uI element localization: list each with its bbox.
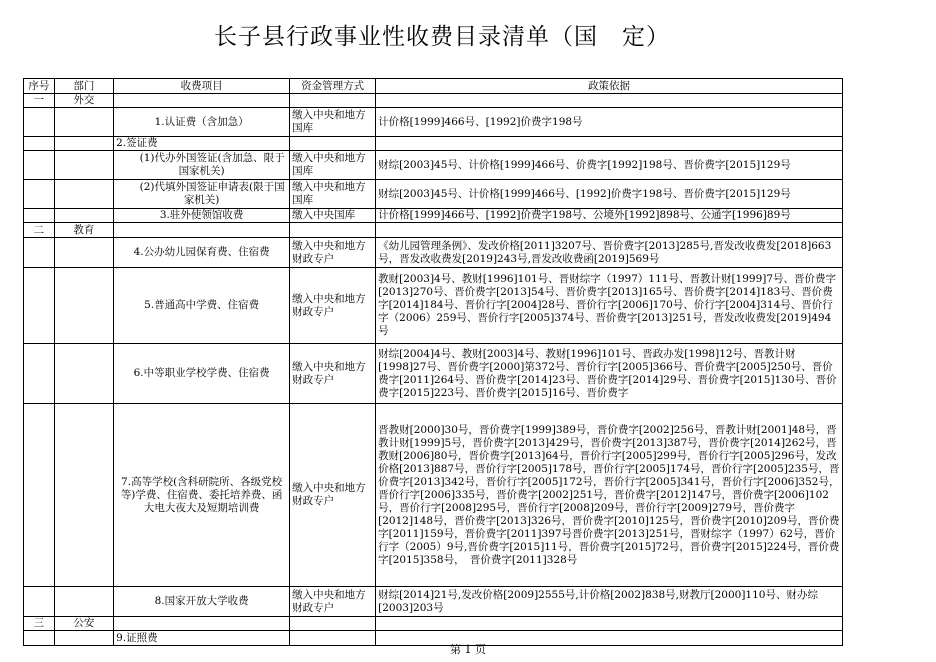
row-item: (2)代填外国签证申请表(限于国家机关) [114, 180, 290, 209]
row-dept [54, 268, 113, 344]
row-fund: 缴入中央和地方国库 [290, 180, 376, 209]
row-basis [376, 223, 843, 238]
row-basis: 计价格[1999]466号、[1992]价费字198号 [376, 108, 843, 137]
table-row [24, 108, 843, 137]
row-dept: 外交 [54, 94, 113, 108]
row-seq: 三 [24, 617, 55, 631]
table-body [24, 94, 843, 646]
row-item: 9.证照费 [114, 631, 290, 646]
page-number: 第 1 页 [450, 643, 486, 656]
table-row [24, 209, 843, 223]
table-row [24, 238, 843, 268]
row-item: 5.普通高中学费、住宿费 [114, 268, 290, 344]
row-basis: 财综[2004]4号、教财[2003]4号、教财[1996]101号、晋政办发[1998]12号、晋教计财[1998]27号、晋价费字[2000]第372号、晋价行字[2005]366号、晋价费字[2005]250号、晋价费字[2011]264号、晋价费字[2014]23号、晋价费字[2014]29号、晋价费字[2015]130号、晋价费字[2015]223号、晋价费字[2015]16号、晋价费字 [376, 344, 843, 404]
row-dept: 公安 [54, 617, 113, 631]
row-basis: 财综[2014]21号,发改价格[2009]2555号,计价格[2002]838号,财教厅[2000]110号、财办综[2003]203号 [376, 587, 843, 617]
row-seq [24, 209, 55, 223]
row-seq: 二 [24, 223, 55, 238]
row-item [114, 617, 290, 631]
row-seq [24, 344, 55, 404]
row-item: 3.驻外使领馆收费 [114, 209, 290, 223]
table-row [24, 344, 843, 404]
table-header-row [24, 79, 843, 94]
row-item: 4.公办幼儿园保育费、住宿费 [114, 238, 290, 268]
fee-table [23, 78, 843, 646]
row-item [114, 94, 290, 108]
row-item: 2.签证费 [114, 137, 290, 151]
table-row [24, 587, 843, 617]
row-basis: 教财[2003]4号、教财[1996]101号、晋财综字（1997）111号、晋教计财[1999]7号、晋价费字[2013]270号、晋价费字[2013]54号、晋价费字[2013]165号、晋价费字[2014]183号、晋价费字[2014]184号、晋价行字[2004]28号、晋价行字[2006]170号、价行字[2004]314号、晋价行字（2006）259号、晋价行字[2005]374号、晋价费字[2013]251号，晋发改收费发[2019]494号 [376, 268, 843, 344]
row-fund: 缴入中央和地方财政专户 [290, 268, 376, 344]
row-basis [376, 94, 843, 108]
row-seq [24, 151, 55, 180]
page-title: 长子县行政事业性收费目录清单（国 定） [214, 24, 670, 50]
row-fund [290, 94, 376, 108]
row-item: (1)代办外国签证(含加急、限于国家机关) [114, 151, 290, 180]
row-basis [376, 137, 843, 151]
row-basis: 《幼儿园管理条例》、发改价格[2011]3207号、晋价费字[2013]285号,晋发改收费发[2018]663号，晋发改收费发[2019]243号,晋发改收费函[2019]569号 [376, 238, 843, 268]
table-row [24, 151, 843, 180]
row-fund: 缴入中央和地方财政专户 [290, 238, 376, 268]
row-dept [54, 137, 113, 151]
row-item: 7.高等学校(含科研院所、各级党校等)学费、住宿费、委托培养费、函大电大夜大及短期培训费 [114, 404, 290, 587]
row-item: 6.中等职业学校学费、住宿费 [114, 344, 290, 404]
row-seq [24, 180, 55, 209]
row-fund: 缴入中央和地方财政专户 [290, 587, 376, 617]
row-fund: 缴入中央和地方财政专户 [290, 404, 376, 587]
row-item: 1.认证费（含加急） [114, 108, 290, 137]
row-seq: 一 [24, 94, 55, 108]
row-dept [54, 180, 113, 209]
row-dept [54, 344, 113, 404]
row-basis: 财综[2003]45号、计价格[1999]466号、价费字[1992]198号、晋价费字[2015]129号 [376, 151, 843, 180]
header-item: 收费项目 [114, 79, 290, 94]
row-item: 8.国家开放大学收费 [114, 587, 290, 617]
row-item [114, 223, 290, 238]
header-fund: 资金管理方式 [290, 79, 376, 94]
row-dept [54, 238, 113, 268]
row-basis: 晋教财[2000]30号，晋价费字[1999]389号，晋价费字[2002]256号，晋教计财[2001]48号，晋教计财[1999]5号，晋价费字[2013]429号，晋价费字[2013]387号，晋价费字[2014]262号，晋教财[2006]80号，晋价费字[2013]64号，晋价行字[2005]299号，晋价行字[2005]296号，发改价格[2013]887号，晋价行字[2005]178号，晋价行字[2005]174号，晋价行字[2005]235号，晋价费字[2013]342号，晋价行字[2005]172号，晋价行字[2005]341号，晋价行字[2006]352号，晋价行字[2006]335号，晋价费字[2002]251号，晋价费字[2012]147号，晋价费字[2006]102号，晋价行字[2008]295号，晋价行字[2008]209号，晋价行字[2009]279号，晋价费字[2012]148号，晋价费字[2013]326号，晋价费字[2010]125号，晋价费字[2010]209号，晋价费字[2011]159号，晋价费字[2011]397号晋价费字[2013]251号，晋财综字（1997）62号，晋价行字（2005）9号,晋价费字[2015]11号，晋价费字[2015]72号，晋价费字[2015]224号，晋价费字[2015]358号， 晋价费字[2011]328号 [376, 404, 843, 587]
row-fund [290, 223, 376, 238]
table-row [24, 404, 843, 587]
row-seq [24, 587, 55, 617]
row-basis [376, 617, 843, 631]
row-fund [290, 617, 376, 631]
header-dept: 部门 [54, 79, 113, 94]
table-row [24, 617, 843, 631]
table-row [24, 137, 843, 151]
row-basis: 财综[2003]45号、计价格[1999]466号、[1992]价费字198号、晋价费字[2015]129号 [376, 180, 843, 209]
row-dept [54, 587, 113, 617]
table-row [24, 223, 843, 238]
row-basis: 计价格[1999]466号、[1992]价费字198号、公境外[1992]898号、公通字[1996]89号 [376, 209, 843, 223]
row-fund: 缴入中央和地方财政专户 [290, 344, 376, 404]
row-dept [54, 404, 113, 587]
header-basis: 政策依据 [376, 79, 843, 94]
row-fund: 缴入中央和地方国库 [290, 108, 376, 137]
row-dept [54, 209, 113, 223]
row-fund [290, 137, 376, 151]
row-seq [24, 238, 55, 268]
row-dept [54, 151, 113, 180]
row-seq [24, 404, 55, 587]
row-fund: 缴入中央和地方国库 [290, 151, 376, 180]
row-fund: 缴入中央国库 [290, 209, 376, 223]
row-seq [24, 137, 55, 151]
row-seq [24, 108, 55, 137]
table-row [24, 180, 843, 209]
header-seq: 序号 [24, 79, 55, 94]
table-row [24, 94, 843, 108]
row-dept: 教育 [54, 223, 113, 238]
row-dept [54, 108, 113, 137]
row-seq [24, 268, 55, 344]
table-row [24, 268, 843, 344]
